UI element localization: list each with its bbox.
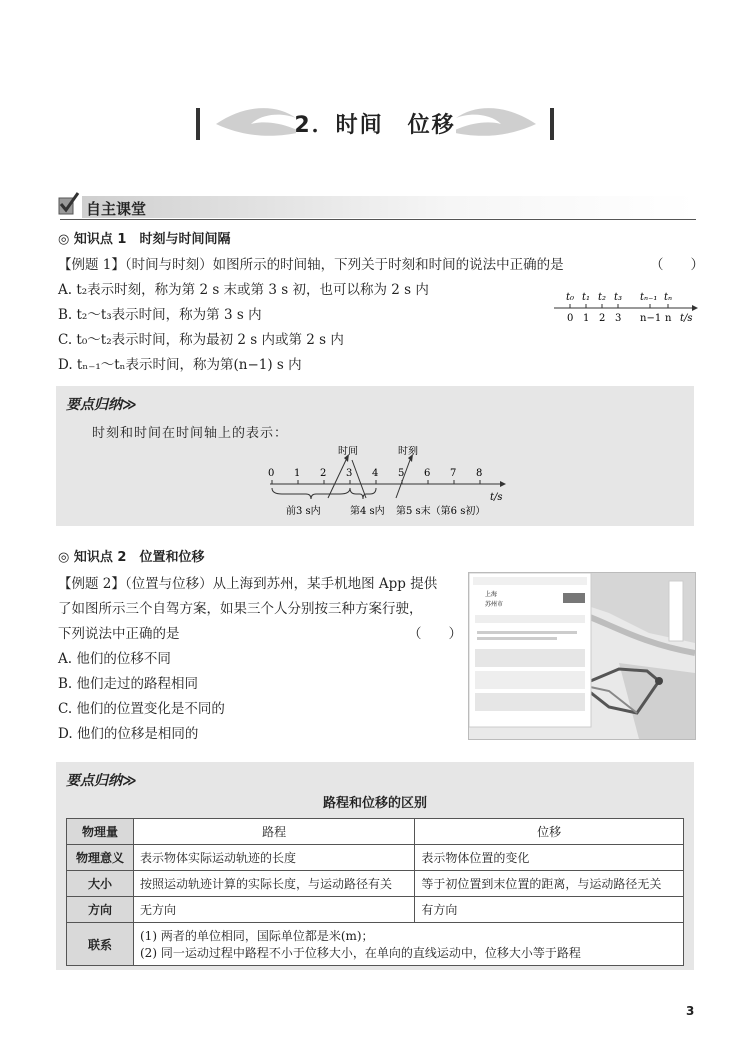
example-2-option-b: B. 他们走过的路程相同: [58, 676, 199, 692]
summary-2-title: 要点归纳≫: [66, 773, 137, 789]
table-cell: 物理意义: [67, 845, 134, 871]
section-underline: [60, 219, 696, 220]
table-row: [67, 897, 684, 923]
summary-1-text: 时刻和时间在时间轴上的表示：: [92, 426, 289, 441]
example-1-answer-paren: （ ）: [650, 257, 704, 273]
time-moment-diagram: [256, 446, 576, 524]
knowledge-point-1: ◎ 知识点 1 时刻与时间间隔: [58, 232, 231, 247]
table-cell: 表示物体位置的变化: [415, 845, 684, 871]
tick-label: 8: [476, 468, 483, 479]
section-header: [60, 196, 696, 220]
axis-bottom-label: 2: [599, 313, 606, 324]
label-time: 时间: [338, 446, 358, 457]
tick-label: 3: [346, 468, 353, 479]
example-2-answer-paren: （ ）: [408, 626, 462, 642]
axis-top-label: tₙ: [664, 292, 673, 303]
table-header-cell: 路程: [134, 819, 415, 845]
example-1-option-c: C. t₀～t₂表示时间，称为最初 2 s 内或第 2 s 内: [58, 332, 344, 348]
link-line-1: (1) 两者的单位相同，国际单位都是米(m)；: [140, 929, 374, 943]
example-2-line-2: 了如图所示三个自驾方案，如果三个人分别按三种方案行驶，: [58, 601, 423, 617]
axis-top-label: tₙ₋₁: [640, 292, 658, 303]
example-2-option-c: C. 他们的位置变化是不同的: [58, 701, 225, 717]
moment-arrow: [396, 460, 410, 498]
brace-first3-label: 前3 s内: [286, 506, 321, 517]
tick-label: 6: [424, 468, 431, 479]
tick-label: 4: [372, 468, 379, 479]
table-row: [67, 923, 684, 966]
example-2-line-3: 下列说法中正确的是: [58, 626, 180, 642]
table-cell-link: [134, 923, 684, 966]
table-title: 路程和位移的区别: [322, 796, 427, 811]
tick-label: 1: [294, 468, 301, 479]
table-cell: 方向: [67, 897, 134, 923]
table-cell: 联系: [67, 923, 134, 966]
axis-bottom-label: 1: [583, 313, 590, 324]
example-2-option-a: A. 他们的位移不同: [58, 651, 171, 667]
map-to: 苏州市: [485, 601, 504, 608]
knowledge-point-2: ◎ 知识点 2 位置和位移: [58, 550, 205, 565]
example-1-stem: 【例题 1】（时间与时刻）如图所示的时间轴，下列关于时刻和时间的说法中正确的是: [58, 257, 564, 273]
brace-first3: [272, 488, 350, 499]
section-title: 自主课堂: [86, 200, 147, 218]
link-line-2: (2) 同一运动过程中路程不小于位移大小，在单向的直线运动中，位移大小等于路程: [140, 946, 581, 960]
axis-top-label: t₁: [582, 292, 591, 303]
axis-top-label: t₀: [566, 292, 575, 303]
mark-5-label: 第5 s末（第6 s初）: [396, 506, 486, 517]
axis-bottom-label: n: [665, 313, 672, 324]
checkmark-pencil-icon: [56, 190, 82, 218]
table-cell: 有方向: [415, 897, 684, 923]
axis-top-label: t₃: [614, 292, 623, 303]
table-header-cell: 物理量: [67, 819, 134, 845]
table-cell: 按照运动轨迹计算的实际长度，与运动路径有关: [134, 871, 415, 897]
summary-box-1: [56, 386, 694, 526]
summary-1-title: 要点归纳≫: [66, 397, 137, 413]
time-axis-figure: [552, 286, 702, 326]
label-moment: 时刻: [398, 446, 418, 457]
example-1-option-a: A. t₂表示时刻，称为第 2 s 末或第 3 s 初，也可以称为 2 s 内: [58, 282, 429, 298]
example-2-line-1: 【例题 2】（位置与位移）从上海到苏州，某手机地图 App 提供: [58, 576, 438, 592]
map-screenshot: [468, 572, 696, 740]
table-cell: 等于初位置到末位置的距离，与运动路径无关: [415, 871, 684, 897]
example-1-option-d: D. tₙ₋₁～tₙ表示时间，称为第(n−1) s 内: [58, 357, 302, 373]
table-row: [67, 871, 684, 897]
axis-bottom-label: 3: [615, 313, 622, 324]
axis-ticks: [570, 304, 668, 308]
table-cell: 大小: [67, 871, 134, 897]
axis-unit: t/s: [490, 492, 503, 503]
page-number: 3: [686, 1004, 695, 1018]
brace-4th-label: 第4 s内: [350, 506, 385, 517]
page-title: 2．时间 位移: [294, 113, 456, 138]
example-2-option-d: D. 他们的位移是相同的: [58, 726, 199, 742]
map-graphic: [469, 573, 695, 739]
comparison-table: [66, 818, 684, 966]
axis-bottom-label: 0: [567, 313, 574, 324]
axis-bottom-label: n−1: [640, 313, 662, 324]
map-from: 上海: [485, 591, 498, 598]
table-row: [67, 845, 684, 871]
tick-label: 7: [450, 468, 457, 479]
table-cell: 表示物体实际运动轨迹的长度: [134, 845, 415, 871]
time-arrow: [328, 460, 346, 498]
axis-unit: t/s: [680, 313, 693, 324]
table-cell: 无方向: [134, 897, 415, 923]
tick-label: 2: [320, 468, 327, 479]
table-header-row: [67, 819, 684, 845]
example-1-option-b: B. t₂～t₃表示时间，称为第 3 s 内: [58, 307, 262, 323]
axis-top-label: t₂: [598, 292, 607, 303]
tick-label: 0: [268, 468, 275, 479]
table-header-cell: 位移: [415, 819, 684, 845]
section-band: [82, 196, 696, 218]
tick-label: 5: [398, 468, 405, 479]
